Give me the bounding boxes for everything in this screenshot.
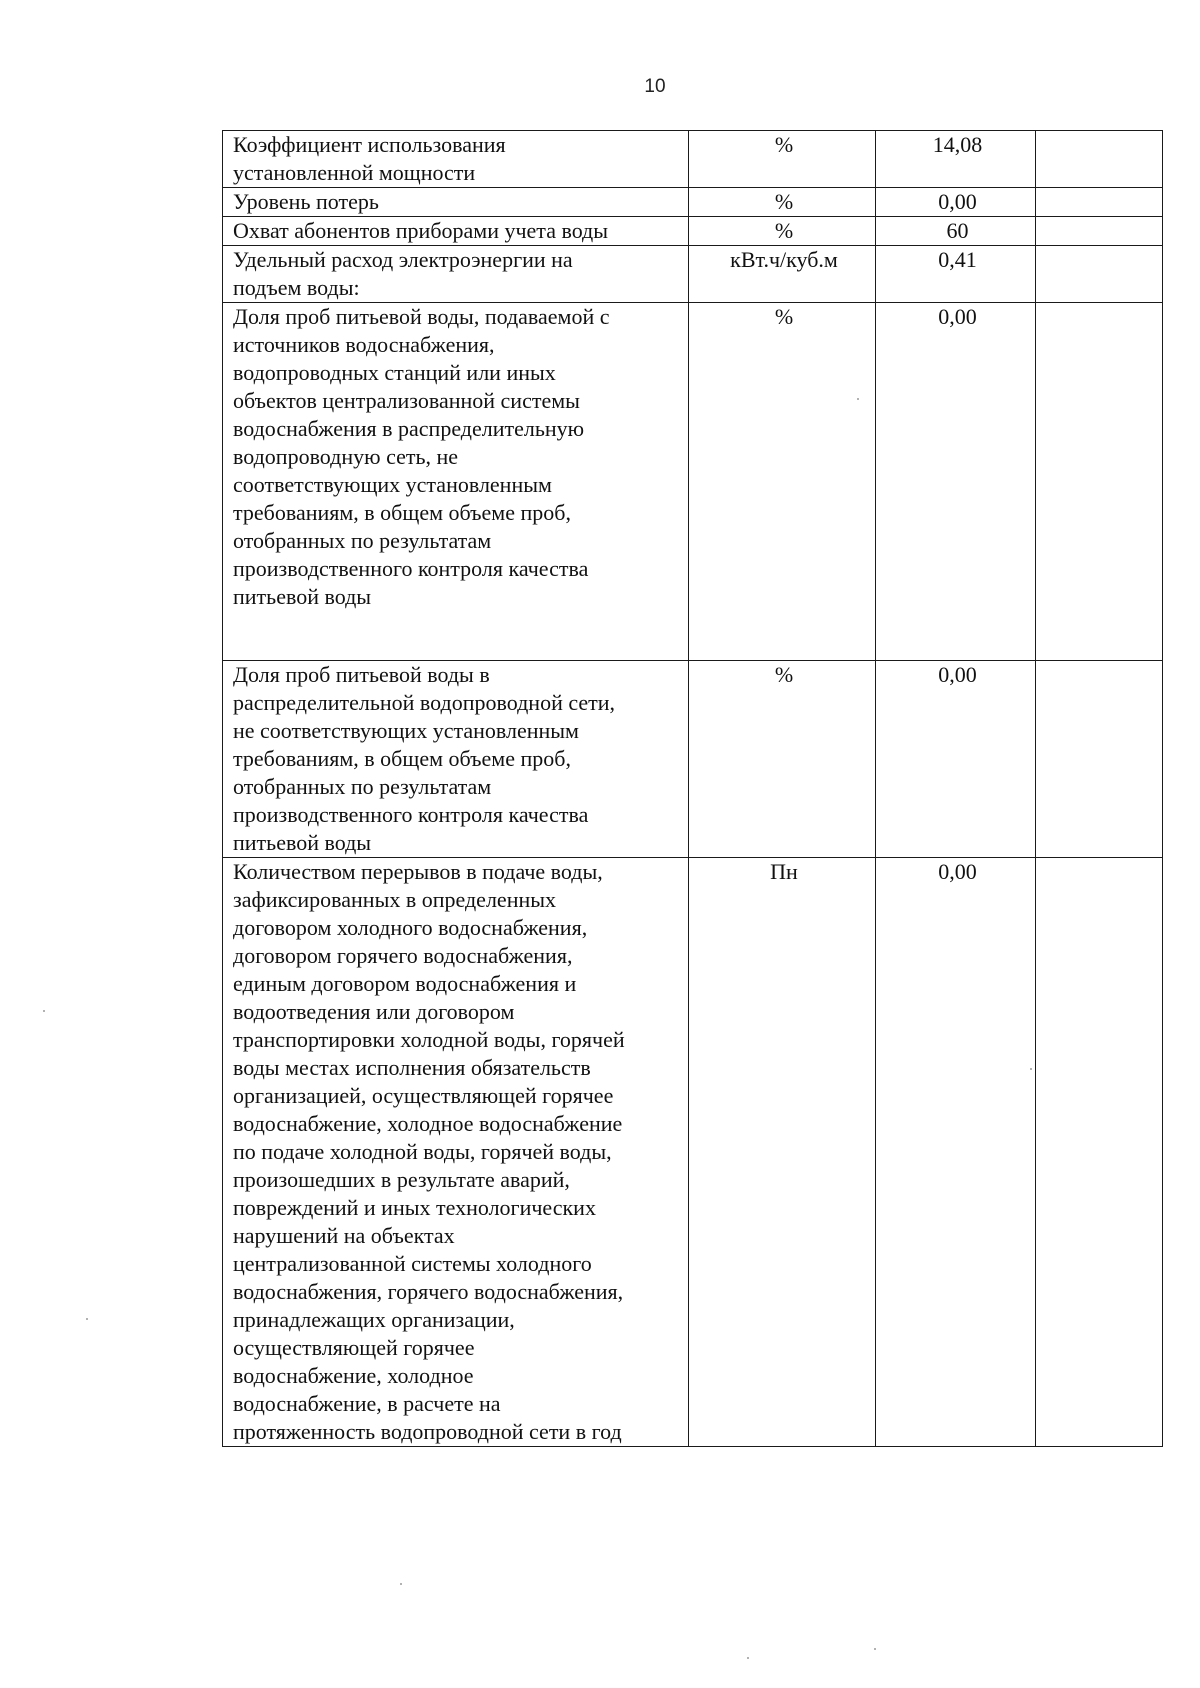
indicator-name-line: протяженность водопроводной сети в год	[233, 1419, 622, 1444]
indicator-name-line: питьевой воды	[233, 830, 372, 855]
indicator-name-line: зафиксированных в определенных	[233, 887, 557, 912]
indicator-name-line: Коэффициент использования	[233, 132, 506, 157]
indicator-name-cell	[223, 188, 689, 217]
scan-speck	[400, 1583, 402, 1585]
indicator-name-line: Доля проб питьевой воды в	[233, 662, 490, 687]
empty-cell	[1036, 188, 1163, 217]
table-row	[223, 858, 1163, 1447]
indicator-name-line: транспортировки холодной воды, горячей	[233, 1027, 625, 1052]
value-cell: 0,00	[876, 188, 1036, 217]
indicator-name-line: отобранных по результатам	[233, 528, 492, 553]
indicator-name-line: требованиям, в общем объеме проб,	[233, 500, 571, 525]
indicator-name-line: водоснабжения, горячего водоснабжения,	[233, 1279, 624, 1304]
table-row	[223, 303, 1163, 661]
indicator-name-line: договором горячего водоснабжения,	[233, 943, 573, 968]
table-row	[223, 188, 1163, 217]
scan-speck	[747, 1657, 749, 1659]
indicator-name-line: Количеством перерывов в подаче воды,	[233, 859, 603, 884]
indicator-name-line: соответствующих установленным	[233, 472, 552, 497]
indicator-name-line: принадлежащих организации,	[233, 1307, 515, 1332]
indicator-name-line: Уровень потерь	[233, 189, 379, 214]
empty-cell	[1036, 858, 1163, 1447]
empty-cell	[1036, 303, 1163, 661]
indicator-name-line: по подаче холодной воды, горячей воды,	[233, 1139, 612, 1164]
indicator-name-line: подъем воды:	[233, 275, 360, 300]
indicator-name-line: не соответствующих установленным	[233, 718, 579, 743]
indicator-name-line: требованиям, в общем объеме проб,	[233, 746, 571, 771]
indicator-name-line: водоснабжение, холодное водоснабжение	[233, 1111, 623, 1136]
value-cell: 0,00	[876, 661, 1036, 858]
value-cell: 14,08	[876, 131, 1036, 188]
indicator-name-line: Доля проб питьевой воды, подаваемой с	[233, 304, 610, 329]
empty-cell	[1036, 217, 1163, 246]
indicator-name-line: источников водоснабжения,	[233, 332, 495, 357]
value-cell: 60	[876, 217, 1036, 246]
indicator-name-line: воды местах исполнения обязательств	[233, 1055, 591, 1080]
indicator-name-line: производственного контроля качества	[233, 802, 589, 827]
indicator-name-line: отобранных по результатам	[233, 774, 492, 799]
indicator-name-line: установленной мощности	[233, 160, 476, 185]
indicator-name-line: водопроводных станций или иных	[233, 360, 556, 385]
indicator-name-line: питьевой воды	[233, 584, 372, 609]
page-number: 10	[644, 76, 666, 97]
indicator-name-line: водоснабжения в распределительную	[233, 416, 585, 441]
indicator-name-cell	[223, 246, 689, 303]
table-row	[223, 661, 1163, 858]
unit-cell: Пн	[689, 858, 876, 1447]
unit-cell: %	[689, 303, 876, 661]
indicator-name-line: Удельный расход электроэнергии на	[233, 247, 573, 272]
empty-cell	[1036, 246, 1163, 303]
unit-cell: %	[689, 131, 876, 188]
indicator-name-line: водоснабжение, в расчете на	[233, 1391, 501, 1416]
indicator-name-line: осуществляющей горячее	[233, 1335, 475, 1360]
scan-speck	[86, 1318, 88, 1320]
value-cell: 0,00	[876, 303, 1036, 661]
indicator-name-line: производственного контроля качества	[233, 556, 589, 581]
indicator-name-cell	[223, 858, 689, 1447]
indicator-name-line: централизованной системы холодного	[233, 1251, 592, 1276]
indicator-name-line: договором холодного водоснабжения,	[233, 915, 588, 940]
indicator-name-cell	[223, 217, 689, 246]
empty-cell	[1036, 661, 1163, 858]
scan-speck	[874, 1648, 876, 1650]
scan-speck	[43, 1010, 45, 1012]
indicator-name-line: произошедших в результате аварий,	[233, 1167, 570, 1192]
indicator-name-line: водоснабжение, холодное	[233, 1363, 474, 1388]
indicator-name-line: распределительной водопроводной сети,	[233, 690, 616, 715]
indicator-name-cell	[223, 131, 689, 188]
indicator-name-line: водоотведения или договором	[233, 999, 515, 1024]
indicator-name-cell	[223, 303, 689, 661]
empty-cell	[1036, 131, 1163, 188]
indicator-name-line: повреждений и иных технологических	[233, 1195, 596, 1220]
value-cell: 0,41	[876, 246, 1036, 303]
table-row	[223, 131, 1163, 188]
unit-cell: кВт.ч/куб.м	[689, 246, 876, 303]
indicator-name-cell	[223, 661, 689, 858]
unit-cell: %	[689, 661, 876, 858]
value-cell: 0,00	[876, 858, 1036, 1447]
indicator-name-line: организацией, осуществляющей горячее	[233, 1083, 614, 1108]
scan-speck	[1030, 1068, 1032, 1070]
indicator-name-line: объектов централизованной системы	[233, 388, 580, 413]
table-row	[223, 246, 1163, 303]
unit-cell: %	[689, 217, 876, 246]
indicator-name-line: нарушений на объектах	[233, 1223, 455, 1248]
scan-speck	[857, 398, 859, 400]
table-row	[223, 217, 1163, 246]
indicator-name-line: водопроводную сеть, не	[233, 444, 459, 469]
unit-cell: %	[689, 188, 876, 217]
indicator-name-line: Охват абонентов приборами учета воды	[233, 218, 609, 243]
indicator-name-line: единым договором водоснабжения и	[233, 971, 577, 996]
indicators-table	[222, 130, 1163, 1447]
